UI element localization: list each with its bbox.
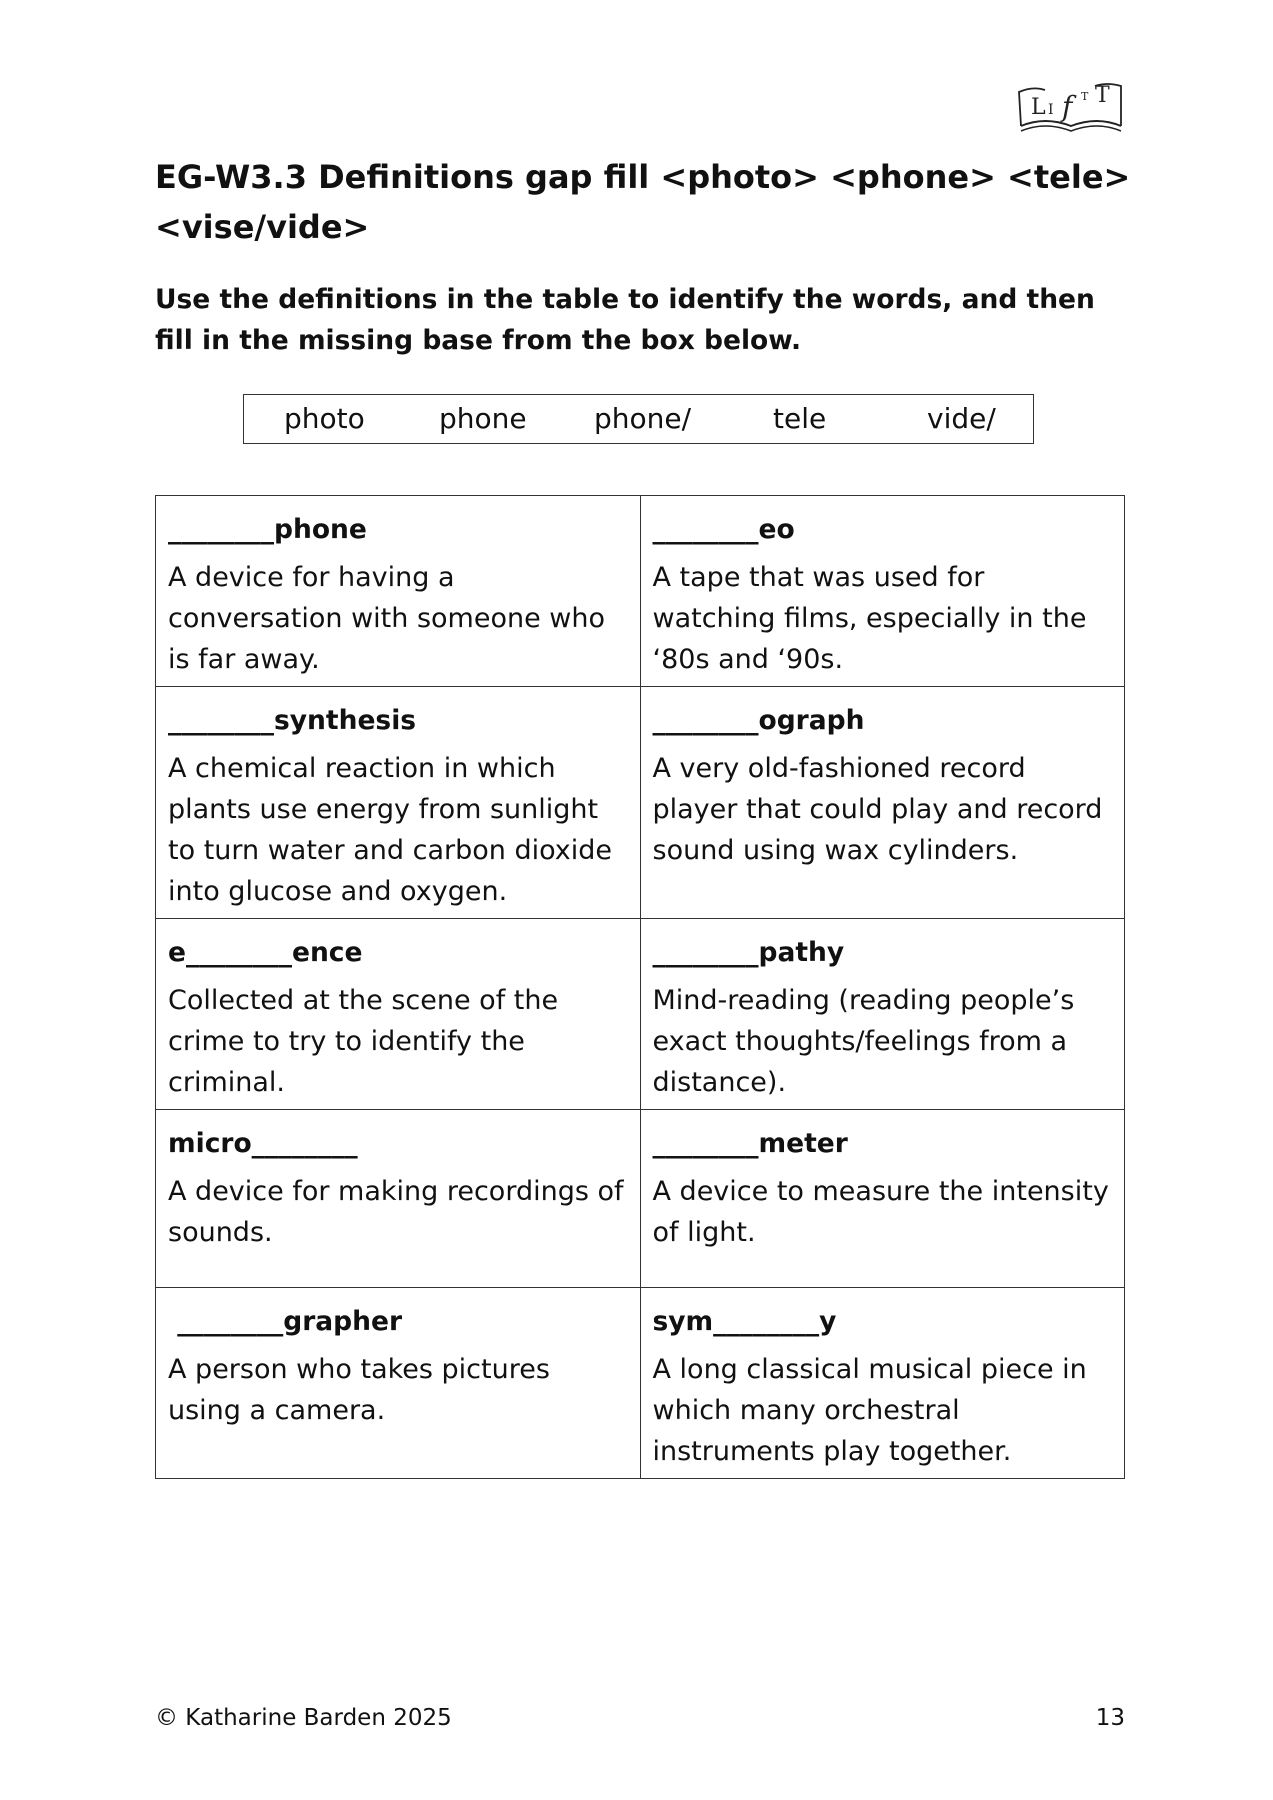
word-gap: ________synthesis — [168, 705, 417, 736]
svg-text:f: f — [1062, 90, 1073, 123]
word-gap: ________meter — [652, 1128, 848, 1159]
word-definition: Collected at the scene of the crime to try to identify the criminal. — [168, 985, 559, 1098]
table-row — [156, 919, 1125, 1110]
table-cell — [156, 496, 641, 687]
page-number: 13 — [1095, 1705, 1125, 1731]
word-definition: A long classical musical piece in which many orchestral instruments play together. — [652, 1354, 1087, 1467]
table-row — [156, 1110, 1125, 1288]
word-bank — [243, 394, 1034, 444]
word-gap: ________ograph — [652, 705, 865, 736]
lift-logo — [1015, 78, 1127, 140]
table-cell — [640, 1110, 1125, 1288]
word-gap: ________phone — [168, 514, 367, 545]
svg-text:T: T — [1081, 90, 1089, 103]
table-cell — [156, 687, 641, 919]
word-gap: sym________y — [652, 1306, 837, 1337]
table-cell — [640, 496, 1125, 687]
svg-text:T: T — [1095, 83, 1110, 108]
word-definition: A very old-fashioned record player that could play and record sound using wax cylinders. — [652, 753, 1103, 866]
word-definition: A device for making recordings of sounds. — [168, 1176, 624, 1248]
table-row — [156, 1288, 1125, 1479]
word-bank-item: tele — [773, 402, 827, 435]
word-definition: A person who takes pictures using a camera. — [168, 1354, 550, 1426]
svg-text:I: I — [1048, 102, 1054, 118]
word-definition: Mind-reading (reading people’s exact thoughts/feelings from a distance). — [652, 985, 1075, 1098]
page-title: EG-W3.3 Definitions gap fill <photo> <phone> <tele> <vise/vide> — [155, 158, 1131, 246]
word-definition: A tape that was used for watching films, especially in the ‘80s and ‘90s. — [652, 562, 1087, 675]
word-gap: micro________ — [168, 1128, 358, 1159]
word-bank-item: phone/ — [594, 402, 692, 435]
definitions-table — [155, 495, 1125, 1479]
word-definition: A device to measure the intensity of light. — [652, 1176, 1109, 1248]
word-bank-item: photo — [284, 402, 365, 435]
word-definition: A device for having a conversation with someone who is far away. — [168, 562, 605, 675]
table-cell — [156, 1288, 641, 1479]
table-row — [156, 687, 1125, 919]
copyright-notice: © Katharine Barden 2025 — [155, 1705, 452, 1731]
word-gap: ________grapher — [168, 1306, 403, 1337]
table-cell — [156, 1110, 641, 1288]
table-cell — [640, 1288, 1125, 1479]
word-gap: e________ence — [168, 937, 363, 968]
word-gap: ________eo — [652, 514, 795, 545]
table-cell — [640, 919, 1125, 1110]
table-row — [156, 496, 1125, 687]
table-cell — [640, 687, 1125, 919]
word-definition: A chemical reaction in which plants use energy from sunlight to turn water and carbon dioxide into glucose and oxygen. — [168, 753, 612, 907]
word-bank-item: vide/ — [927, 402, 996, 435]
instructions: Use the definitions in the table to identify the words, and then fill in the missing base from the box below. — [155, 284, 1095, 356]
table-cell — [156, 919, 641, 1110]
word-gap: ________pathy — [652, 937, 845, 968]
svg-text:L: L — [1031, 95, 1046, 120]
word-bank-item: phone — [439, 402, 527, 435]
